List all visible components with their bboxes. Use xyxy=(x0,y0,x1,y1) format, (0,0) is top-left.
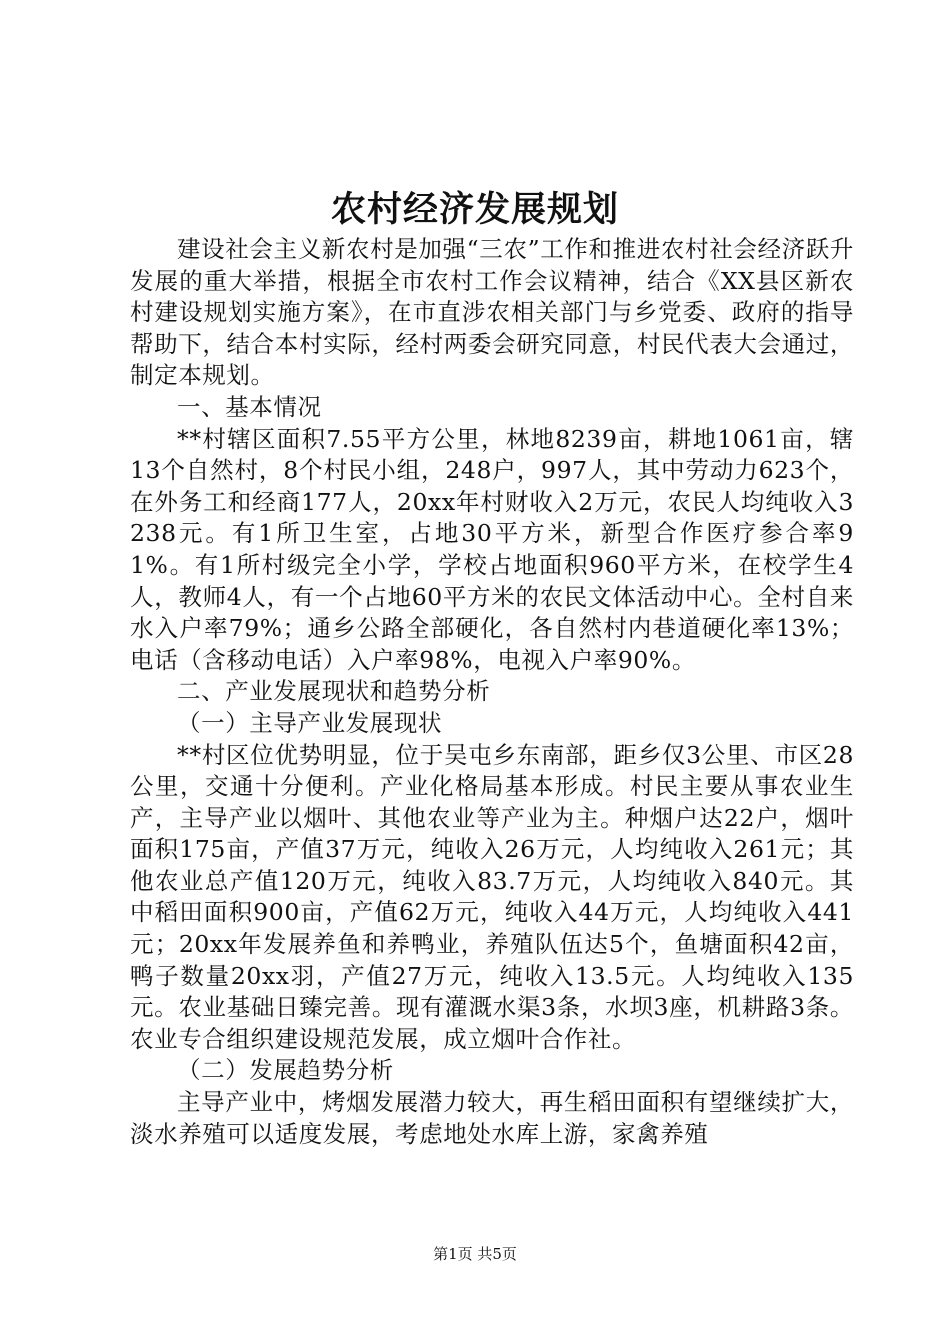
subsection-heading-industry-status: （一）主导产业发展现状 xyxy=(177,708,443,737)
intro-paragraph: 建设社会主义新农村是加强“三农”工作和推进农村社会经济跃升发展的重大举措，根据全市农村工作会议精神，结合《XX县区新农村建设规划实施方案》，在市直涉农相关部门与乡党委、政府的指导帮助下，结合本村实际，经村两委会研究同意，村民代表大会通过，制定本规划。 xyxy=(130,235,854,390)
document-body xyxy=(130,234,854,1150)
section-heading-industry: 二、产业发展现状和趋势分析 xyxy=(177,677,491,706)
document-title: 农村经济发展规划 xyxy=(330,189,619,230)
basic-info-paragraph: **村辖区面积7.55平方公里，林地8239亩，耕地1061亩，辖13个自然村，8个村民小组，248户，997人，其中劳动力623个，在外务工和经商177人，20xx年村财收入2万元，农民人均纯收入3238元。有1所卫生室，占地30平方米，新型合作医疗参合率91%。有1所村级完全小学，学校占地面积960平方米，在校学生4人，教师4人，有一个占地60平方米的农民文体活动中心。全村自来水入户率79%；通乡公路全部硬化，各自然村内巷道硬化率13%；电话（含移动电话）入户率98%，电视入户率90%。 xyxy=(130,424,854,674)
section-heading-basic-info: 一、基本情况 xyxy=(177,392,322,421)
trend-paragraph: 主导产业中，烤烟发展潜力较大，再生稻田面积有望继续扩大，淡水养殖可以适度发展，考虑地处水库上游，家禽养殖 xyxy=(130,1088,854,1148)
industry-status-paragraph: **村区位优势明显，位于吴屯乡东南部，距乡仅3公里、市区28公里，交通十分便利。产业化格局基本形成。村民主要从事农业生产，主导产业以烟叶、其他农业等产业为主。种烟户达22户，烟叶面积175亩，产值37万元，纯收入26万元，人均纯收入261元；其他农业总产值120万元，纯收入83.7万元，人均纯收入840元。其中稻田面积900亩，产值62万元，纯收入44万元，人均纯收入441元；20xx年发展养鱼和养鸭业，养殖队伍达5个，鱼塘面积42亩，鸭子数量20xx羽，产值27万元，纯收入13.5元。人均纯收入135元。农业基础日臻完善。现有灌溉水渠3条，水坝3座，机耕路3条。农业专合组织建设规范发展，成立烟叶合作社。 xyxy=(130,740,854,1053)
page-footer: 第1页 共5页 xyxy=(433,1245,517,1263)
subsection-heading-trend: （二）发展趋势分析 xyxy=(177,1056,394,1085)
